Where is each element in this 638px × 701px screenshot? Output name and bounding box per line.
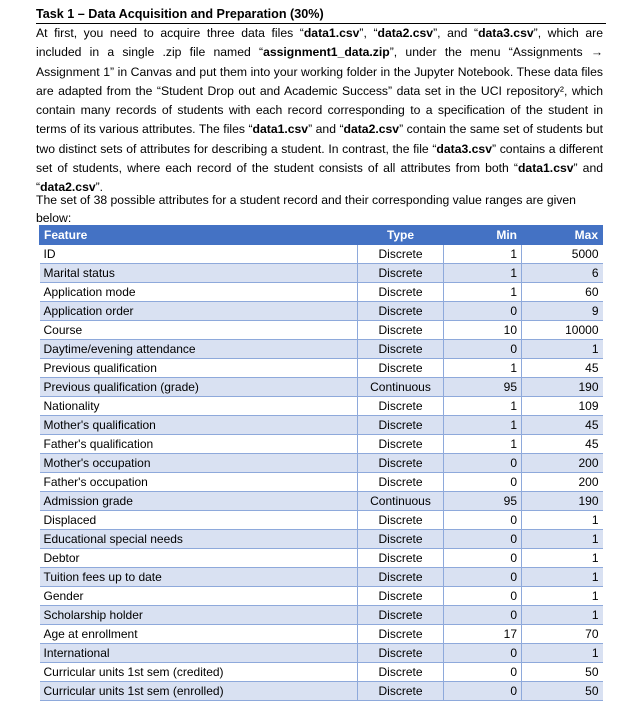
cell-min: 10 — [444, 321, 522, 340]
cell-type: Continuous — [358, 492, 444, 511]
zip-file-name: assignment1_data.zip — [263, 45, 390, 60]
cell-feature: Daytime/evening attendance — [40, 340, 358, 359]
table-row — [40, 245, 603, 264]
table-row — [40, 663, 603, 682]
cell-min: 95 — [444, 492, 522, 511]
cell-max: 190 — [522, 492, 603, 511]
table-row — [40, 473, 603, 492]
cell-feature: Nationality — [40, 397, 358, 416]
table-row — [40, 511, 603, 530]
table-row — [40, 530, 603, 549]
cell-min: 0 — [444, 511, 522, 530]
cell-max: 200 — [522, 454, 603, 473]
cell-min: 17 — [444, 625, 522, 644]
cell-min: 0 — [444, 473, 522, 492]
cell-feature: Tuition fees up to date — [40, 568, 358, 587]
cell-min: 0 — [444, 587, 522, 606]
cell-min: 0 — [444, 644, 522, 663]
cell-type: Discrete — [358, 606, 444, 625]
cell-min: 0 — [444, 302, 522, 321]
file-name: data2.csv — [40, 180, 96, 195]
cell-feature: Marital status — [40, 264, 358, 283]
cell-max: 1 — [522, 587, 603, 606]
cell-type: Discrete — [358, 587, 444, 606]
cell-min: 0 — [444, 663, 522, 682]
cell-min: 0 — [444, 682, 522, 701]
cell-max: 60 — [522, 283, 603, 302]
cell-feature: Father's occupation — [40, 473, 358, 492]
table-row — [40, 397, 603, 416]
cell-type: Continuous — [358, 378, 444, 397]
intro-text: ” and “ — [308, 122, 344, 137]
table-row — [40, 492, 603, 511]
cell-feature: Application order — [40, 302, 358, 321]
cell-type: Discrete — [358, 663, 444, 682]
cell-type: Discrete — [358, 245, 444, 264]
table-row — [40, 625, 603, 644]
header-type: Type — [358, 226, 444, 245]
cell-max: 70 — [522, 625, 603, 644]
cell-feature: Father's qualification — [40, 435, 358, 454]
cell-max: 200 — [522, 473, 603, 492]
intro-text: ”, under the menu “Assignments → Assignment 1” in Canvas and put them into your working folder in the Jupyter Notebook. These data files are adapted from the “Student Drop out and Academic Success” data set in the UCI repository², which contain many records of students with each record corresponding to a specification of the student in terms of its various attributes. The files “ — [36, 45, 604, 137]
cell-min: 1 — [444, 264, 522, 283]
cell-feature: Previous qualification — [40, 359, 358, 378]
cell-type: Discrete — [358, 302, 444, 321]
table-row — [40, 549, 603, 568]
table-header-row — [40, 226, 603, 245]
table-row — [40, 340, 603, 359]
attributes-table — [39, 225, 603, 701]
cell-feature: Curricular units 1st sem (enrolled) — [40, 682, 358, 701]
cell-min: 0 — [444, 454, 522, 473]
intro-text: ”. — [95, 180, 104, 195]
cell-min: 95 — [444, 378, 522, 397]
intro-text: ” and “ — [36, 161, 604, 195]
cell-type: Discrete — [358, 340, 444, 359]
intro-paragraph — [36, 24, 603, 198]
file-name: data2.csv — [343, 122, 400, 137]
cell-max: 5000 — [522, 245, 603, 264]
cell-min: 0 — [444, 568, 522, 587]
cell-type: Discrete — [358, 321, 444, 340]
intro-text: ”, and “ — [433, 26, 479, 40]
table-row — [40, 587, 603, 606]
intro-text: ”, which are included in a single .zip file named “ — [36, 26, 604, 60]
table-row — [40, 644, 603, 663]
cell-type: Discrete — [358, 530, 444, 549]
file-name: data3.csv — [436, 141, 492, 156]
cell-feature: Course — [40, 321, 358, 340]
intro-text: ” contains a different set of students, where each record of the student consists of all attributes from both “ — [36, 141, 603, 176]
cell-max: 1 — [522, 530, 603, 549]
table-row — [40, 321, 603, 340]
cell-type: Discrete — [358, 264, 444, 283]
table-row — [40, 454, 603, 473]
cell-feature: Displaced — [40, 511, 358, 530]
table-row — [40, 264, 603, 283]
cell-type: Discrete — [358, 511, 444, 530]
cell-max: 1 — [522, 568, 603, 587]
table-row — [40, 378, 603, 397]
table-row — [40, 283, 603, 302]
intro-text: ” contain the same set of students but two distinct sets of attributes for describing a student. In contrast, the file “ — [36, 122, 603, 156]
file-name: data2.csv — [377, 26, 434, 40]
cell-min: 1 — [444, 397, 522, 416]
cell-min: 1 — [444, 359, 522, 378]
cell-max: 45 — [522, 416, 603, 435]
cell-min: 1 — [444, 435, 522, 454]
cell-max: 1 — [522, 340, 603, 359]
cell-max: 1 — [522, 606, 603, 625]
cell-max: 9 — [522, 302, 603, 321]
cell-max: 50 — [522, 663, 603, 682]
file-name: data3.csv — [478, 26, 534, 40]
header-min: Min — [444, 226, 522, 245]
table-row — [40, 435, 603, 454]
cell-feature: ID — [40, 245, 358, 264]
cell-type: Discrete — [358, 435, 444, 454]
cell-feature: Debtor — [40, 549, 358, 568]
cell-max: 10000 — [522, 321, 603, 340]
table-row — [40, 302, 603, 321]
task-heading: Task 1 – Data Acquisition and Preparation (30%) — [36, 4, 606, 24]
cell-feature: Mother's qualification — [40, 416, 358, 435]
file-name: data1.csv — [252, 122, 309, 137]
cell-max: 45 — [522, 359, 603, 378]
cell-max: 1 — [522, 511, 603, 530]
cell-feature: Application mode — [40, 283, 358, 302]
cell-type: Discrete — [358, 549, 444, 568]
cell-min: 0 — [444, 549, 522, 568]
cell-feature: Educational special needs — [40, 530, 358, 549]
cell-min: 0 — [444, 340, 522, 359]
file-name: data1.csv — [517, 161, 574, 176]
cell-max: 190 — [522, 378, 603, 397]
cell-max: 45 — [522, 435, 603, 454]
cell-type: Discrete — [358, 644, 444, 663]
cell-type: Discrete — [358, 454, 444, 473]
cell-type: Discrete — [358, 568, 444, 587]
attributes-preamble: The set of 38 possible attributes for a student record and their corresponding value ranges are given below: — [36, 193, 576, 225]
cell-type: Discrete — [358, 283, 444, 302]
cell-feature: Curricular units 1st sem (credited) — [40, 663, 358, 682]
cell-type: Discrete — [358, 397, 444, 416]
cell-max: 1 — [522, 644, 603, 663]
table-row — [40, 606, 603, 625]
cell-min: 0 — [444, 530, 522, 549]
table-row — [40, 568, 603, 587]
cell-type: Discrete — [358, 473, 444, 492]
intro-text: At first, you need to acquire three data files “ — [36, 26, 304, 40]
cell-feature: Mother's occupation — [40, 454, 358, 473]
cell-max: 1 — [522, 549, 603, 568]
cell-type: Discrete — [358, 416, 444, 435]
cell-min: 1 — [444, 283, 522, 302]
cell-feature: Age at enrollment — [40, 625, 358, 644]
cell-feature: Gender — [40, 587, 358, 606]
table-row — [40, 416, 603, 435]
cell-max: 109 — [522, 397, 603, 416]
cell-min: 0 — [444, 606, 522, 625]
cell-type: Discrete — [358, 359, 444, 378]
header-feature: Feature — [40, 226, 358, 245]
cell-feature: Scholarship holder — [40, 606, 358, 625]
table-row — [40, 359, 603, 378]
cell-max: 50 — [522, 682, 603, 701]
cell-min: 1 — [444, 416, 522, 435]
cell-feature: Admission grade — [40, 492, 358, 511]
header-max: Max — [522, 226, 603, 245]
cell-max: 6 — [522, 264, 603, 283]
cell-feature: International — [40, 644, 358, 663]
cell-feature: Previous qualification (grade) — [40, 378, 358, 397]
table-row — [40, 682, 603, 701]
intro-text: ”, “ — [359, 26, 378, 40]
cell-type: Discrete — [358, 625, 444, 644]
cell-type: Discrete — [358, 682, 444, 701]
file-name: data1.csv — [303, 26, 360, 40]
cell-min: 1 — [444, 245, 522, 264]
